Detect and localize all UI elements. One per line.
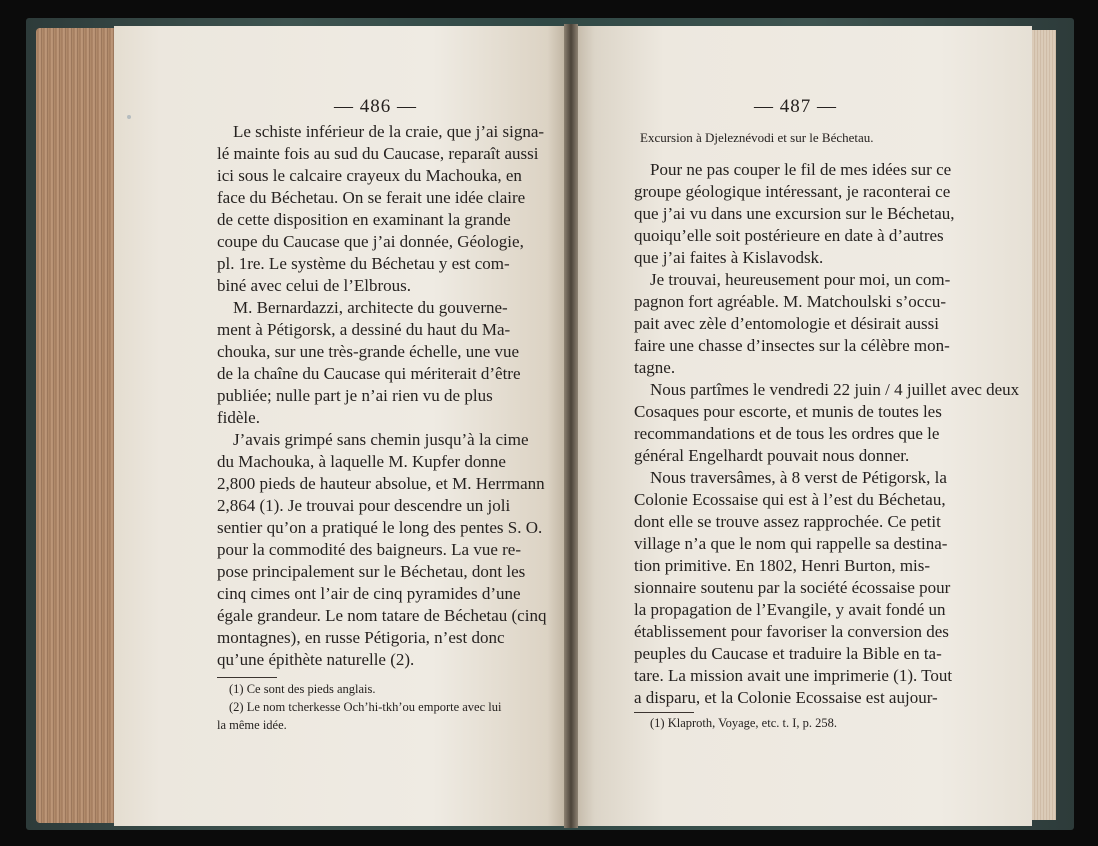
text-line: que j’ai vu dans une excursion sur le Béchetau,: [634, 204, 955, 223]
text-line: égale grandeur. Le nom tatare de Béchetau (cinq: [217, 606, 547, 625]
text-line: face du Béchetau. On se ferait une idée claire: [217, 188, 526, 207]
text-line: biné avec celui de l’Elbrous.: [217, 276, 412, 295]
text-line: général Engelhardt pouvait nous donner.: [634, 446, 910, 465]
text-line: a disparu, et la Colonie Ecossaise est aujour-: [634, 688, 938, 707]
text-line: montagnes), en russe Pétigoria, n’est donc: [217, 628, 505, 647]
text-line: Le schiste inférieur de la craie, que j’ai signa-: [233, 122, 545, 141]
text-line: ment à Pétigorsk, a dessiné du haut du Ma-: [217, 320, 511, 339]
text-line: 2,800 pieds de hauteur absolue, et M. Herrmann: [217, 474, 545, 493]
text-line: tare. La mission avait une imprimerie (1). Tout: [634, 666, 953, 685]
text-line: quoiqu’elle soit postérieure en date à d’autres: [634, 226, 944, 245]
text-line: faire une chasse d’insectes sur la célèbre mon-: [634, 336, 950, 355]
footnote-rule: [217, 677, 277, 678]
text-line: qu’une épithète naturelle (2).: [217, 650, 415, 669]
footnote: (2) Le nom tcherkesse Och’hi-tkh’ou emporte avec lui: [229, 700, 502, 714]
text-line: cinq cimes ont l’air de cinq pyramides d’une: [217, 584, 521, 603]
text-line: Pour ne pas couper le fil de mes idées sur ce: [650, 160, 952, 179]
text-line: publiée; nulle part je n’ai rien vu de plus: [217, 386, 493, 405]
text-line: Je trouvai, heureusement pour moi, un com-: [650, 270, 951, 289]
text-line: chouka, sur une très-grande échelle, une vue: [217, 342, 520, 361]
text-line: lé mainte fois au sud du Caucase, reparaît aussi: [217, 144, 539, 163]
text-line: dont elle se trouve assez rapprochée. Ce petit: [634, 512, 941, 531]
book-gutter: [564, 24, 578, 828]
text-line: tagne.: [634, 358, 676, 377]
page-number-left: — 486 —: [334, 96, 417, 117]
right-page: [572, 26, 1032, 826]
marginal-mark: [127, 115, 131, 119]
text-line: Nous partîmes le vendredi 22 juin / 4 juillet avec deux: [650, 380, 1020, 399]
text-line: que j’ai faites à Kislavodsk.: [634, 248, 824, 267]
footnote-rule: [634, 712, 694, 713]
footnote: (1) Klaproth, Voyage, etc. t. I, p. 258.: [650, 716, 837, 730]
text-line: Colonie Ecossaise qui est à l’est du Béchetau,: [634, 490, 946, 509]
running-head: Excursion à Djeleznévodi et sur le Béchetau.: [640, 130, 874, 145]
text-line: groupe géologique intéressant, je raconterai ce: [634, 182, 951, 201]
text-line: village n’a que le nom qui rappelle sa destina-: [634, 534, 948, 553]
text-line: fidèle.: [217, 408, 260, 427]
left-page: [114, 26, 570, 826]
text-line: du Machouka, à laquelle M. Kupfer donne: [217, 452, 506, 471]
text-line: M. Bernardazzi, architecte du gouverne-: [233, 298, 508, 317]
text-line: de la chaîne du Caucase qui mériterait d’être: [217, 364, 521, 383]
text-line: peuples du Caucase et traduire la Bible en ta-: [634, 644, 942, 663]
footnote: la même idée.: [217, 718, 287, 732]
text-line: pait avec zèle d’entomologie et désirait aussi: [634, 314, 939, 333]
footnote: (1) Ce sont des pieds anglais.: [229, 682, 376, 696]
text-line: tion primitive. En 1802, Henri Burton, mis-: [634, 556, 931, 575]
text-line: de cette disposition en examinant la grande: [217, 210, 511, 229]
text-line: Nous traversâmes, à 8 verst de Pétigorsk, la: [650, 468, 947, 487]
text-line: ici sous le calcaire crayeux du Machouka, en: [217, 166, 522, 185]
text-line: Cosaques pour escorte, et munis de toutes les: [634, 402, 942, 421]
text-line: établissement pour favoriser la conversion des: [634, 622, 949, 641]
text-line: coupe du Caucase que j’ai donnée, Géologie,: [217, 232, 524, 251]
text-line: sionnaire soutenu par la société écossaise pour: [634, 578, 951, 597]
text-line: la propagation de l’Evangile, y avait fondé un: [634, 600, 946, 619]
right-page-edges: [1030, 30, 1056, 820]
left-page-edges: [36, 28, 120, 823]
text-line: pour la commodité des baigneurs. La vue re-: [217, 540, 522, 559]
text-line: pagnon fort agréable. M. Matchoulski s’occu-: [634, 292, 947, 311]
text-line: 2,864 (1). Je trouvai pour descendre un joli: [217, 496, 511, 515]
page-number-right: — 487 —: [754, 96, 837, 117]
text-line: sentier qu’on a pratiqué le long des pentes S. O.: [217, 518, 543, 537]
text-line: recommandations et de tous les ordres que le: [634, 424, 940, 443]
text-line: pose principalement sur le Béchetau, dont les: [217, 562, 526, 581]
text-line: pl. 1re. Le système du Béchetau y est com-: [217, 254, 510, 273]
text-line: J’avais grimpé sans chemin jusqu’à la cime: [233, 430, 529, 449]
